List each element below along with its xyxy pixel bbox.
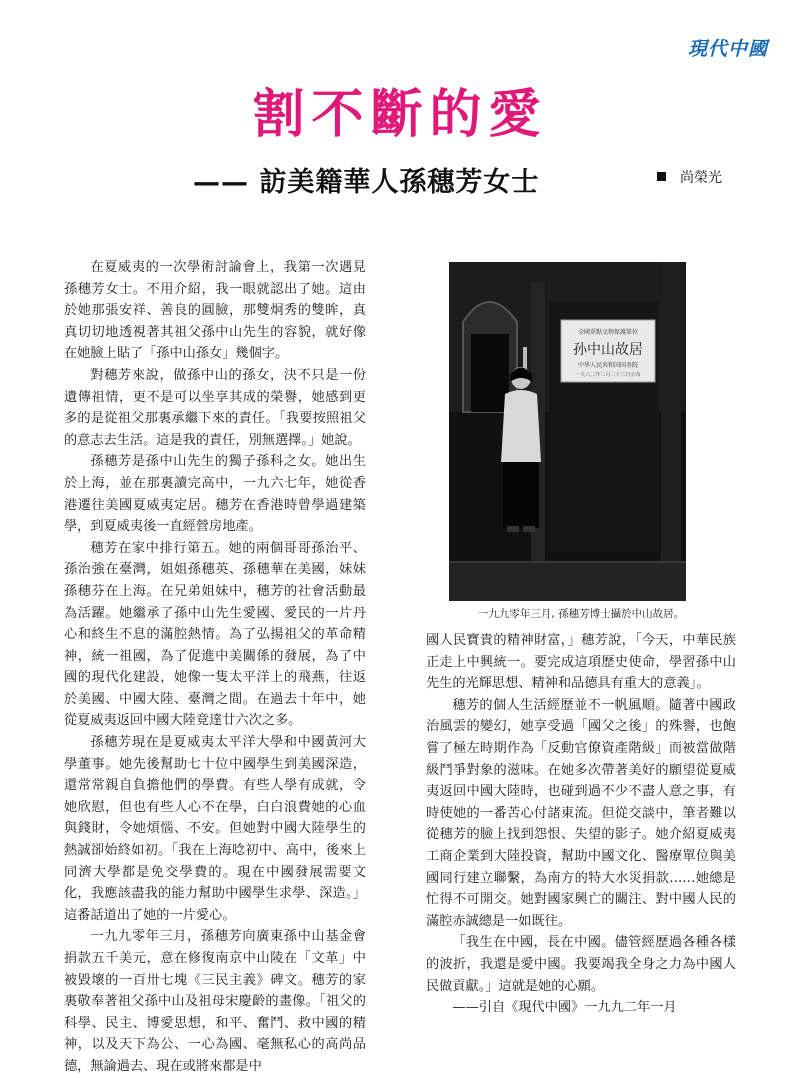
right-column xyxy=(426,630,736,1019)
plaque-line: 中华人民共和国国务院 xyxy=(577,362,639,369)
byline-square-icon xyxy=(657,172,666,181)
paragraph: 孫穗芳是孫中山先生的獨子孫科之女。她出生於上海，並在那裏讀完高中，一九六七年，她從香港遷往美國夏威夷定居。穗芳在香港時曾學過建築學，到夏威夷後一直經營房地產。 xyxy=(64,454,366,535)
plaque-line: 孙中山故居 xyxy=(573,342,643,358)
source-note: ——引自《現代中國》一九九二年一月 xyxy=(452,1000,677,1016)
paragraph: 國人民寶貴的精神財富，」穗芳說，「今天，中華民族正走上中興統一。要完成這項歷史使命，學習孫中山先生的光輝思想、精神和品德具有重大的意義」。 xyxy=(426,633,736,692)
photo-caption: 一九九零年三月, 孫穗芳博士攝於中山故居。 xyxy=(477,608,685,620)
paragraph: 「我生在中國，長在中國。儘管經歷過各種各樣的波折，我還是愛中國。我要竭我全身之力為中國人民做貢獻。」這就是她的心願。 xyxy=(426,935,736,994)
article-subtitle: —— 訪美籍華人孫穗芳女士 xyxy=(193,167,540,198)
photo-sun-yat-sen-residence xyxy=(449,262,686,601)
paragraph: 在夏威夷的一次學術討論會上，我第一次遇見孫穗芳女士。不用介紹，我一眼就認出了她。這由於她那張安祥、善良的圓臉，那雙炯秀的雙眸，真真切切地透視著其祖父孫中山先生的容貌，就好像在她臉上貼了「孫中山孫女」幾個字。 xyxy=(64,260,366,362)
plaque-line: 一九八二年二月二十三日公布 xyxy=(575,372,641,378)
plaque-line: 全國重點文物保護單位 xyxy=(577,329,639,336)
paragraph: 穗芳的個人生活經歷並不一帆風順。隨著中國政治風雲的變幻，她享受過「國父之後」的殊譽，也飽嘗了極左時期作為「反動官僚資產階級」而被當做階級鬥爭對象的滋味。在她多次帶著美好的願望從夏威夷返回中國大陸時，也碰到過不少不盡人意之事，有時使她的一番苦心付諸東流。但從交談中，筆者難以從穗芳的臉上找到怨恨、失望的影子。她介紹夏威夷工商企業到大陸投資，幫助中國文化、醫療單位與美國同行建立聯繫，為南方的特大水災捐款……她總是忙得不可開交。她對國家興亡的關注、對中國人民的滿腔赤誠總是一如既往。 xyxy=(426,697,736,929)
paragraph: 孫穗芳現在是夏威夷太平洋大學和中國黃河大學董事。她先後幫助七十位中國學生到美國深造，還常常親自負擔他們的學費。有些人學有成就，令她欣慰，但也有些人心不在學，白白浪費她的心血與錢財，令她煩惱、不安。但她對中國大陸學生的熱誠卻始終如初。「我在上海唸初中、高中，後來上同濟大學都是免交學費的。現在中國發展需要文化，我應該盡我的能力幫助中國學生求學、深造。」這番話道出了她的一片愛心。 xyxy=(64,735,366,923)
author-name: 尚榮光 xyxy=(680,170,722,186)
magazine-masthead: 現代中國 xyxy=(687,38,768,60)
paragraph: 對穗芳來說，做孫中山的孫女，決不只是一份遺傳祖情，更不是可以坐享其成的榮譽，她感到更多的是從祖父那裏承繼下來的責任。「我要按照祖父的意志去生活。這是我的責任，別無選擇。」她說。 xyxy=(64,367,366,448)
photo-illustration xyxy=(449,262,686,601)
paragraph: 一九九零年三月，孫穗芳向廣東孫中山基金會捐款五千美元，意在修復南京中山陵在「文革」中被毀壞的一百卅七塊《三民主義》碑文。穗芳的家裏敬奉著祖父孫中山及祖母宋慶齡的畫像。「祖父的科學、民主、博愛思想，和平、奮鬥、救中國的精神，以及天下為公、一心為國、毫無私心的高尚品德，無論過去、現在或將來都是中 xyxy=(64,929,366,1074)
article-title: 割不斷的愛 xyxy=(252,84,548,145)
left-column xyxy=(64,257,366,1078)
paragraph: 穗芳在家中排行第五。她的兩個哥哥孫治平、孫治強在臺灣，姐姐孫穗英、孫穗華在美國，妹妹孫穗芬在上海。在兄弟姐妹中，穗芳的社會活動最為活躍。她繼承了孫中山先生愛國、愛民的一片丹心和終生不息的滿腔熱情。為了弘揚祖父的革命精神，統一祖國，為了促進中美關係的發展，為了中國的現代化建設，她像一隻太平洋上的飛燕，往返於美國、中國大陸、臺灣之間。在過去十年中，她從夏威夷返回中國大陸竟達廿六次之多。 xyxy=(64,540,366,729)
byline xyxy=(657,167,722,187)
